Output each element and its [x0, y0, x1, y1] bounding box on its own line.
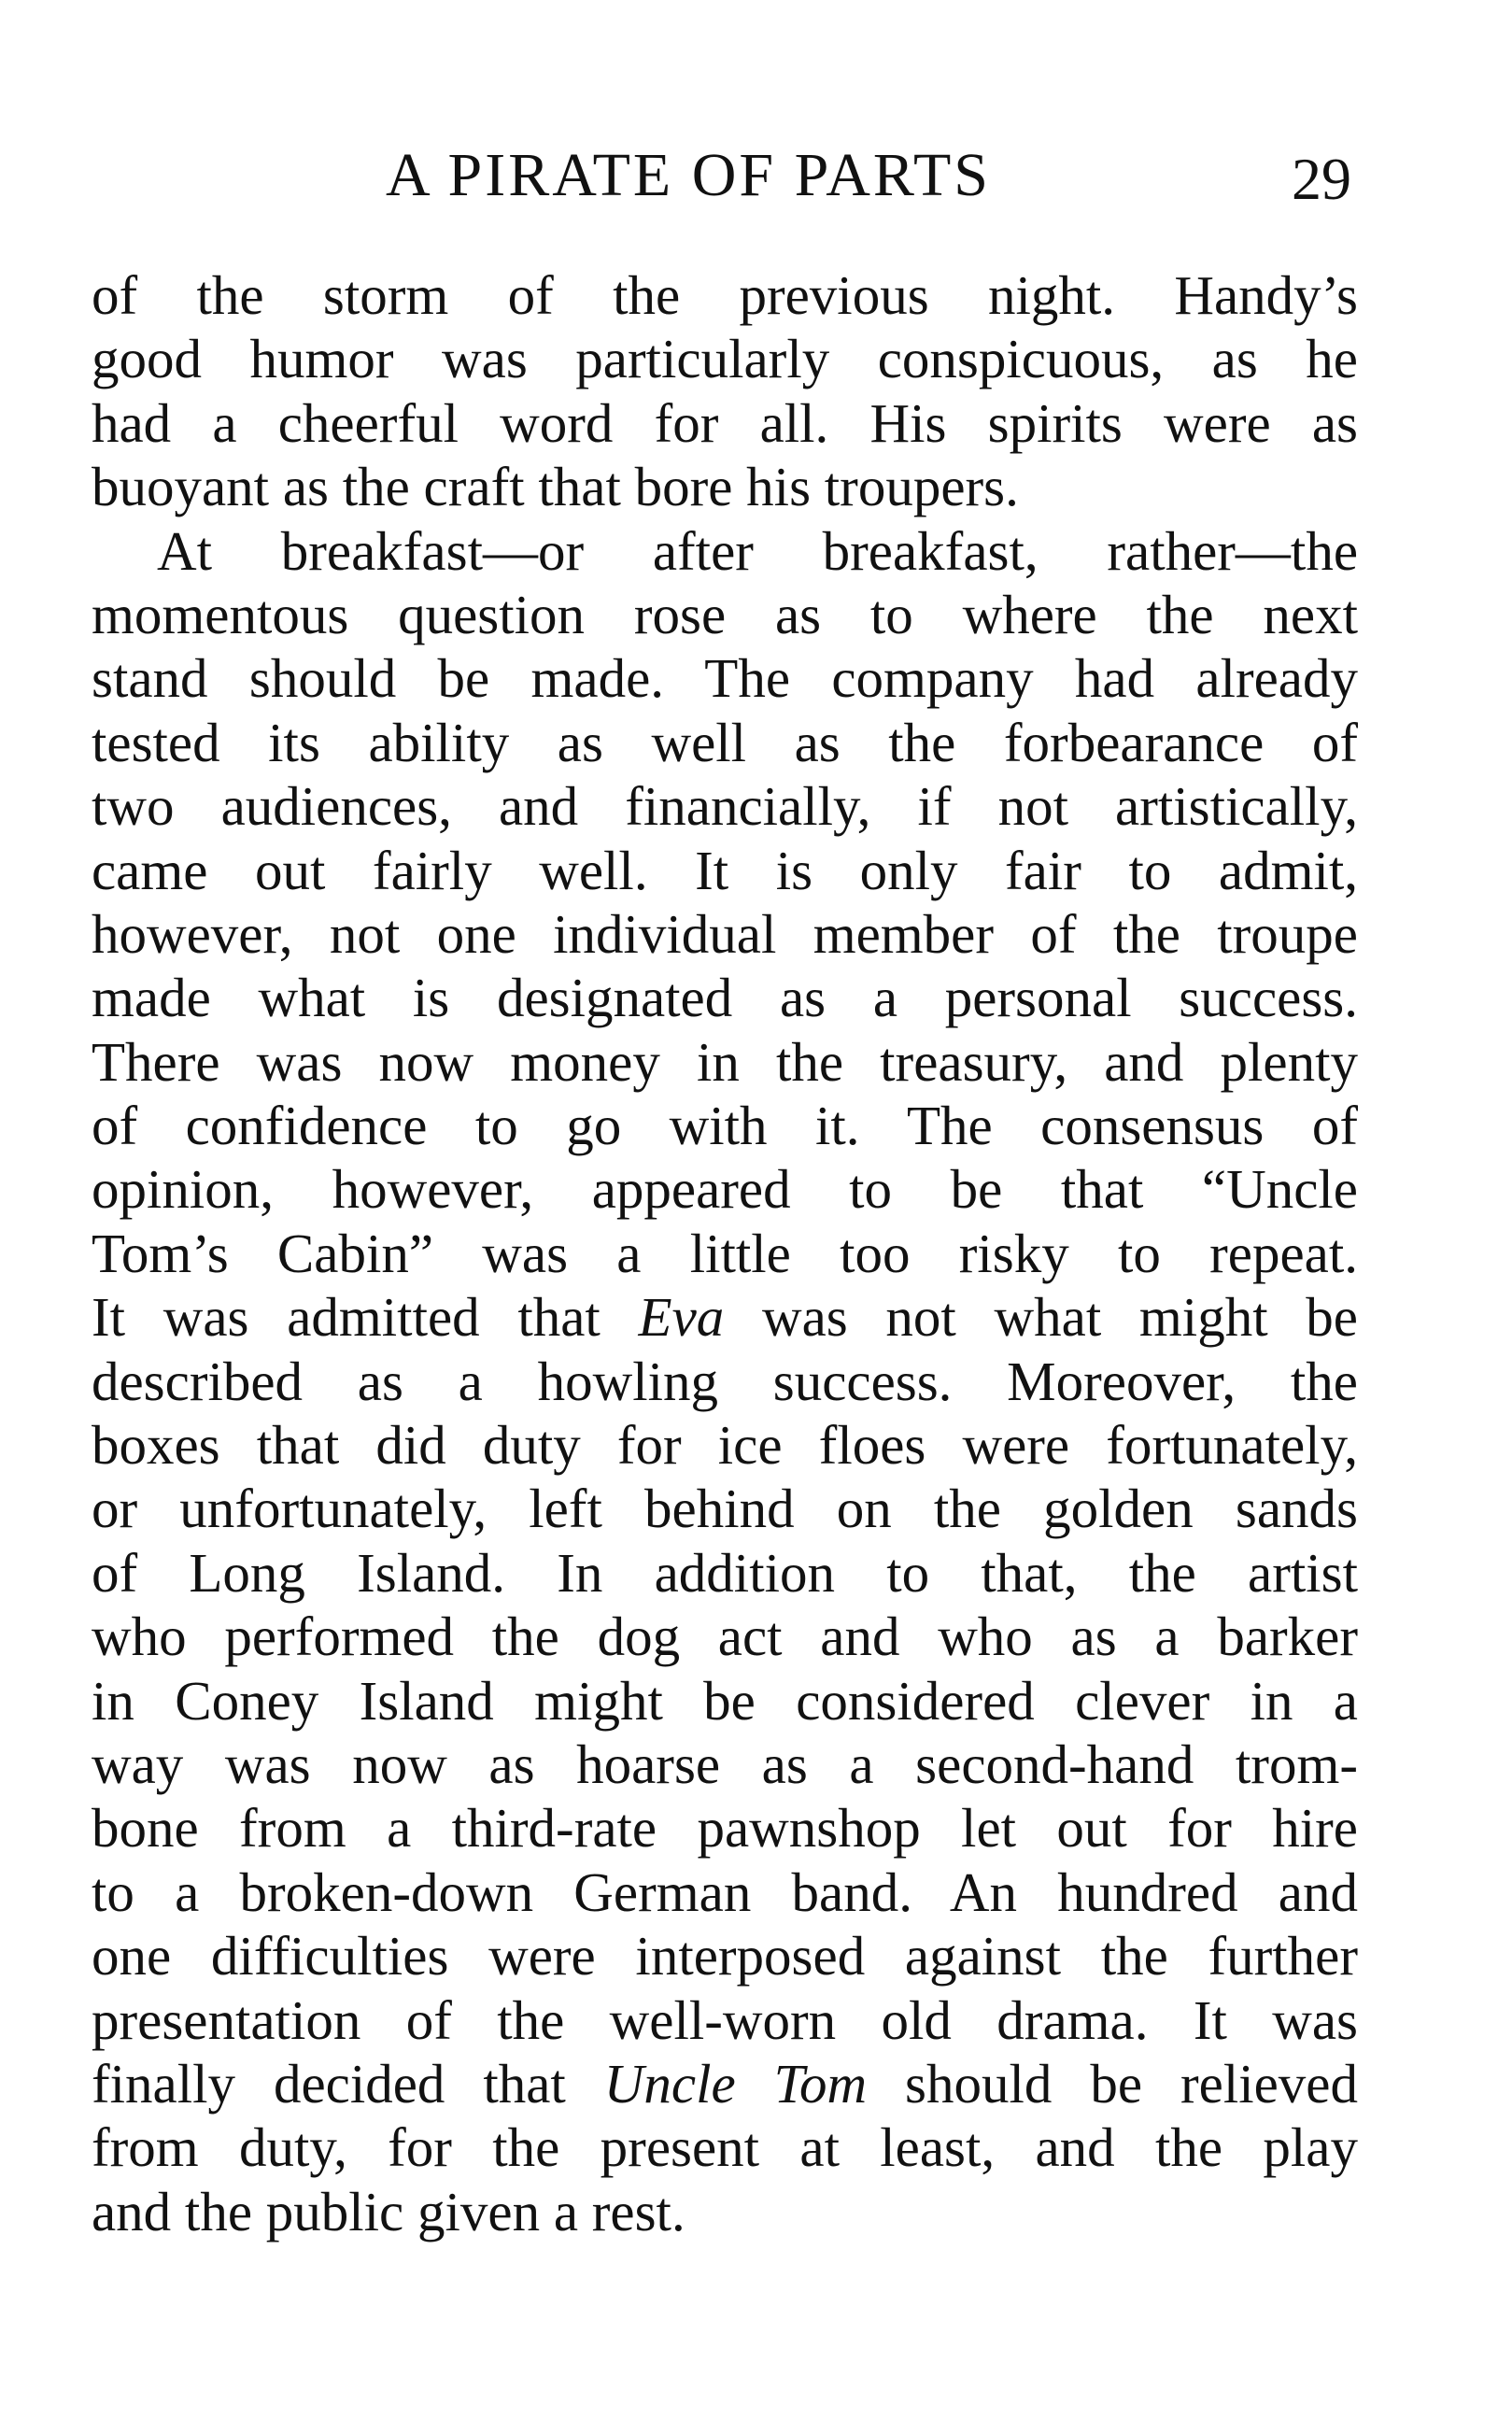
text-line: and the public given a rest.	[92, 2180, 685, 2242]
text-line: one difficulties were interposed against the further	[92, 1925, 1358, 1988]
text-line: of Long Island. In addition to that, the artist	[92, 1541, 1358, 1604]
text-line: momentous question rose as to where the next	[92, 583, 1358, 645]
text-line: Tom’s Cabin” was a little too risky to repeat.	[92, 1222, 1358, 1284]
italic-name: Eva	[638, 1286, 725, 1349]
text-line: however, not one individual member of the troupe	[92, 902, 1358, 965]
text-line: presentation of the well-worn old drama. It was	[92, 1988, 1358, 2051]
text-line: buoyant as the craft that bore his troupers.	[92, 456, 1019, 518]
text-line: or unfortunately, left behind on the golden sands	[92, 1478, 1358, 1540]
body-text	[92, 263, 1358, 2243]
text-line: finally decided that Uncle Tom should be relieved	[92, 2052, 1358, 2115]
text-line: made what is designated as a personal success.	[92, 967, 1358, 1029]
text-line: had a cheerful word for all. His spirits were as	[92, 391, 1358, 454]
italic-name: Uncle Tom	[603, 2052, 868, 2115]
text-line: who performed the dog act and who as a barker	[92, 1606, 1358, 1668]
text-line: At breakfast—or after breakfast, rather—the	[157, 519, 1358, 582]
text-line: in Coney Island might be considered clever in a	[92, 1669, 1358, 1732]
text-line: way was now as hoarse as a second-hand trom-	[92, 1733, 1358, 1795]
text-line: from duty, for the present at least, and the play	[92, 2116, 1358, 2179]
text-line: tested its ability as well as the forbearance of	[92, 711, 1358, 773]
text-line: of the storm of the previous night. Handy’s	[92, 264, 1358, 326]
page-number: 29	[1292, 146, 1351, 212]
text-line: opinion, however, appeared to be that “Uncle	[92, 1158, 1358, 1221]
text-line: bone from a third-rate pawnshop let out for hire	[92, 1797, 1358, 1860]
text-line: There was now money in the treasury, and plenty	[92, 1030, 1358, 1093]
text-line: came out fairly well. It is only fair to admit,	[92, 839, 1358, 901]
text-line: described as a howling success. Moreover, the	[92, 1350, 1358, 1412]
text-line: It was admitted that Eva was not what might be	[92, 1286, 1358, 1349]
text-line: two audiences, and financially, if not artistically,	[92, 775, 1358, 838]
text-line: of confidence to go with it. The consensus of	[92, 1095, 1358, 1157]
text-line: stand should be made. The company had already	[92, 647, 1358, 710]
running-title: A PIRATE OF PARTS	[386, 141, 991, 209]
text-line: to a broken-down German band. An hundred and	[92, 1860, 1358, 1923]
running-head	[0, 138, 1512, 213]
text-line: boxes that did duty for ice floes were fortunately,	[92, 1414, 1358, 1477]
text-line: good humor was particularly conspicuous, as he	[92, 328, 1358, 390]
